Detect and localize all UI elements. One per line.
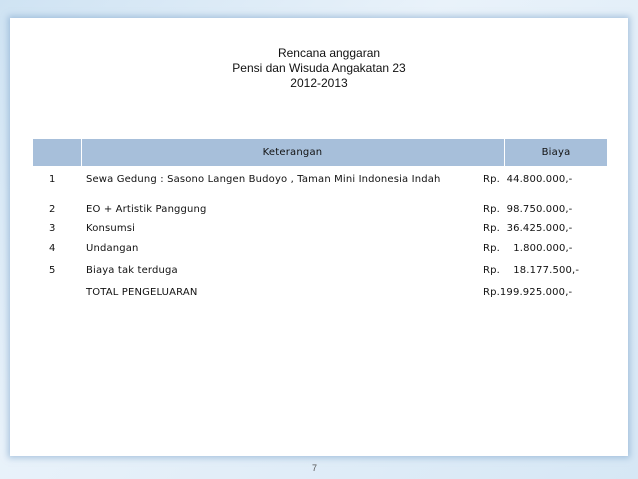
table-row bbox=[33, 201, 607, 219]
title-line-1: Rencana anggaran bbox=[277, 46, 381, 60]
row-biaya: Rp. 36.425.000,- bbox=[483, 223, 573, 234]
row-keterangan: Undangan bbox=[86, 243, 139, 254]
row-keterangan: Biaya tak terduga bbox=[86, 265, 178, 276]
table-row bbox=[33, 262, 607, 280]
header-keterangan: Keterangan bbox=[262, 147, 323, 158]
row-keterangan: Sewa Gedung : Sasono Langen Budoyo , Taman Mini Indonesia Indah bbox=[86, 174, 441, 185]
row-number: 5 bbox=[49, 265, 56, 276]
table-header bbox=[33, 139, 607, 166]
table-row bbox=[33, 171, 607, 189]
row-keterangan: EO + Artistik Panggung bbox=[86, 204, 207, 215]
title-line-2: Pensi dan Wisuda Angakatan 23 bbox=[232, 61, 406, 75]
title-line-3: 2012-2013 bbox=[290, 76, 348, 90]
row-number: 2 bbox=[49, 204, 56, 215]
budget-table bbox=[33, 139, 607, 298]
row-keterangan: Konsumsi bbox=[86, 223, 135, 234]
header-biaya: Biaya bbox=[541, 147, 571, 158]
row-number: 4 bbox=[49, 243, 56, 254]
total-label: TOTAL PENGELUARAN bbox=[86, 287, 198, 298]
row-biaya: Rp. 98.750.000,- bbox=[483, 204, 573, 215]
table-row bbox=[33, 240, 607, 258]
row-biaya: Rp. 44.800.000,- bbox=[483, 174, 573, 185]
page-number: 7 bbox=[312, 463, 318, 473]
row-biaya: Rp. 1.800.000,- bbox=[483, 243, 573, 254]
document-title bbox=[0, 46, 638, 91]
row-number: 1 bbox=[49, 174, 56, 185]
row-number: 3 bbox=[49, 223, 56, 234]
row-biaya: Rp. 18.177.500,- bbox=[483, 265, 580, 276]
total-row bbox=[33, 284, 607, 302]
table-row bbox=[33, 220, 607, 238]
total-biaya: Rp.199.925.000,- bbox=[483, 287, 573, 298]
